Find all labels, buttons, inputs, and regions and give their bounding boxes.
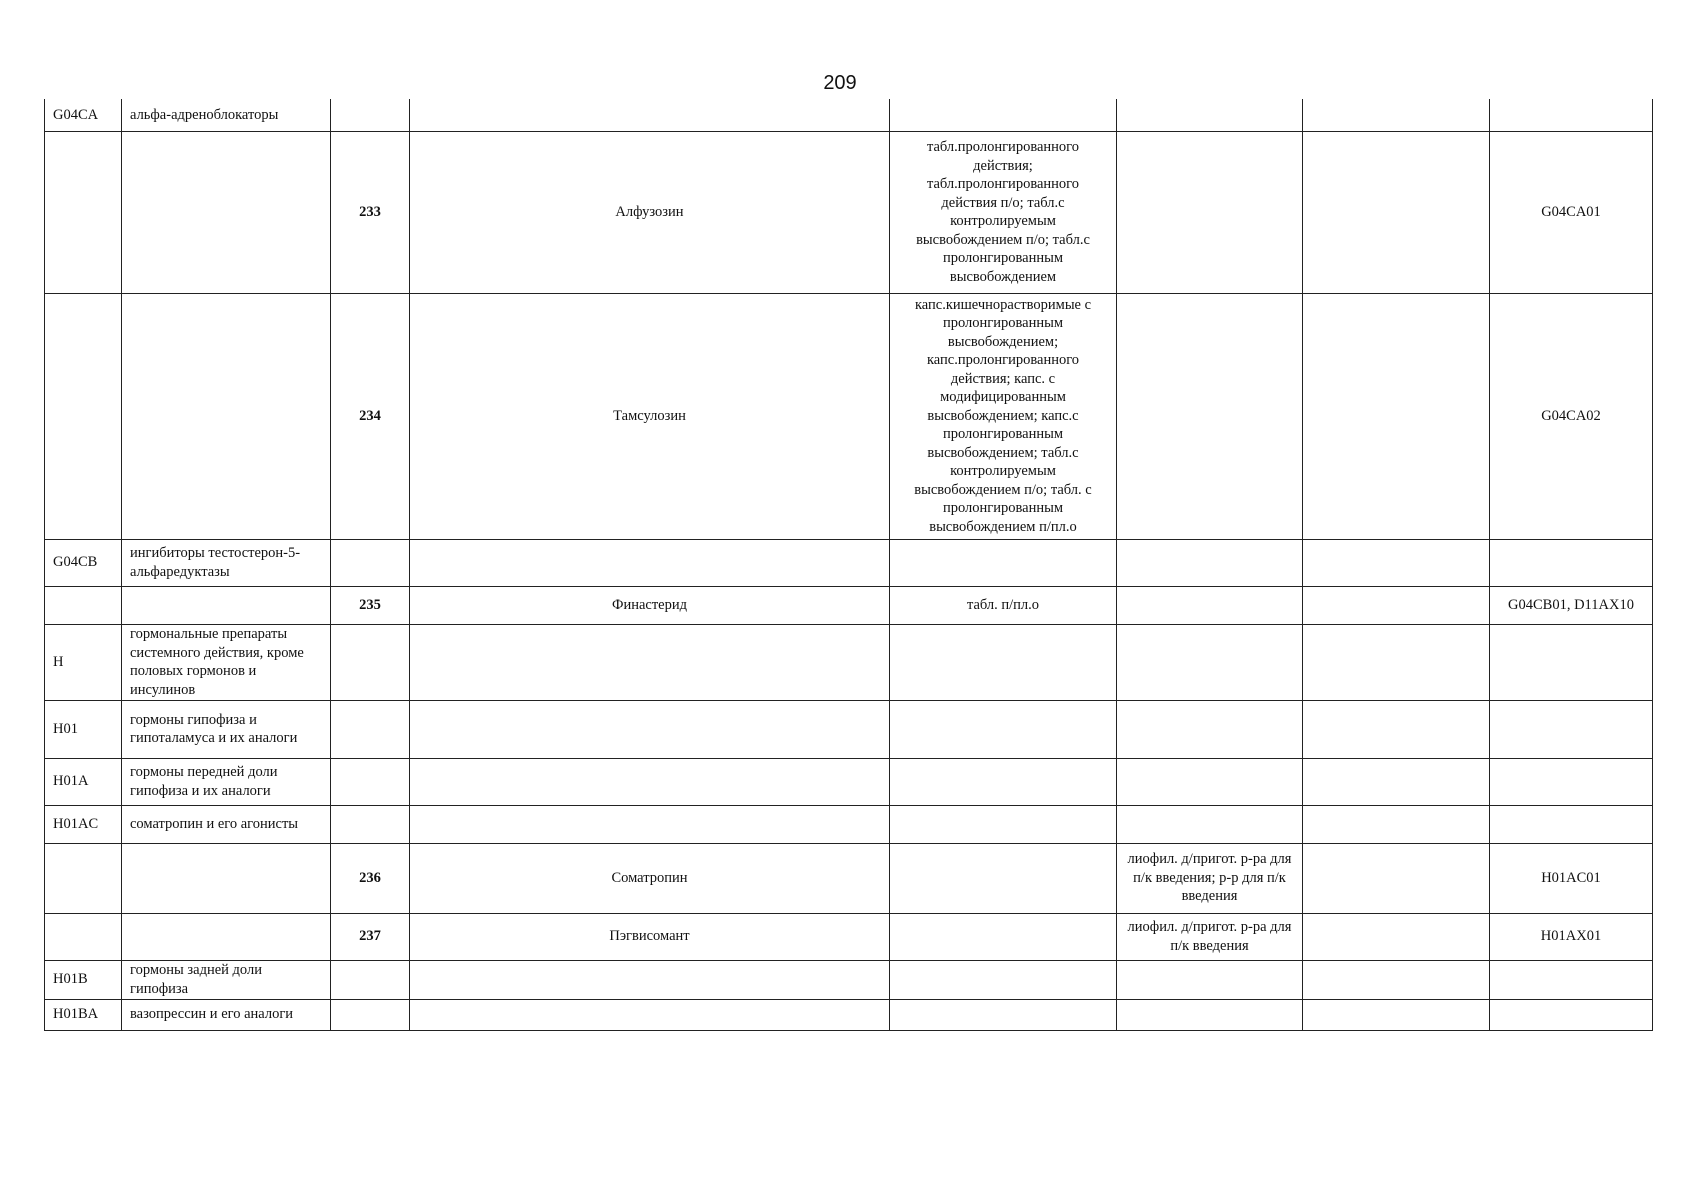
cell-atc: [1490, 805, 1653, 843]
cell-group: вазопрессин и его аналоги: [122, 999, 331, 1030]
cell-atc: [1490, 539, 1653, 586]
cell-form1: табл. п/пл.о: [890, 586, 1117, 624]
cell-atc: [1490, 960, 1653, 999]
table-row: [45, 293, 1653, 539]
cell-form2: [1117, 586, 1303, 624]
cell-num: [331, 624, 410, 700]
cell-num: [331, 539, 410, 586]
drug-table: [44, 99, 1653, 1031]
cell-atc: [1490, 99, 1653, 131]
cell-atc: G04CA01: [1490, 131, 1653, 293]
cell-code: H01BA: [45, 999, 122, 1030]
cell-form3: [1303, 624, 1490, 700]
table-row: [45, 805, 1653, 843]
table-row: [45, 913, 1653, 960]
cell-group: [122, 293, 331, 539]
cell-atc: [1490, 999, 1653, 1030]
cell-form1: [890, 758, 1117, 805]
cell-code: G04CA: [45, 99, 122, 131]
cell-group: гормоны задней доли гипофиза: [122, 960, 331, 999]
table-row: [45, 99, 1653, 131]
cell-form1: [890, 700, 1117, 758]
cell-form3: [1303, 99, 1490, 131]
cell-form2: [1117, 131, 1303, 293]
cell-num: [331, 99, 410, 131]
cell-form1: табл.пролонгированного действия; табл.пролонгированного действия п/о; табл.с контролируемым высвобождением п/о; табл.с пролонгированным высвобождением: [890, 131, 1117, 293]
cell-num: 237: [331, 913, 410, 960]
cell-group: соматропин и его агонисты: [122, 805, 331, 843]
cell-group: ингибиторы тестостерон-5-альфаредуктазы: [122, 539, 331, 586]
cell-atc: H01AC01: [1490, 843, 1653, 913]
cell-name: Тамсулозин: [410, 293, 890, 539]
cell-num: 235: [331, 586, 410, 624]
cell-form2: [1117, 805, 1303, 843]
cell-code: H01AC: [45, 805, 122, 843]
cell-atc: H01AX01: [1490, 913, 1653, 960]
cell-code: [45, 293, 122, 539]
cell-form3: [1303, 999, 1490, 1030]
cell-form3: [1303, 913, 1490, 960]
cell-name: Соматропин: [410, 843, 890, 913]
cell-num: 236: [331, 843, 410, 913]
table-row: [45, 624, 1653, 700]
cell-group: гормоны передней доли гипофиза и их аналоги: [122, 758, 331, 805]
cell-name: [410, 805, 890, 843]
cell-form3: [1303, 960, 1490, 999]
cell-form3: [1303, 539, 1490, 586]
cell-code: [45, 913, 122, 960]
cell-form3: [1303, 758, 1490, 805]
cell-form1: [890, 805, 1117, 843]
cell-group: [122, 131, 331, 293]
cell-form2: [1117, 758, 1303, 805]
cell-code: [45, 586, 122, 624]
cell-num: [331, 805, 410, 843]
table-row: [45, 843, 1653, 913]
cell-form1: [890, 999, 1117, 1030]
cell-form1: [890, 843, 1117, 913]
table-row: [45, 131, 1653, 293]
cell-form2: [1117, 999, 1303, 1030]
cell-form2: [1117, 99, 1303, 131]
cell-atc: G04CB01, D11AX10: [1490, 586, 1653, 624]
cell-group: [122, 843, 331, 913]
cell-name: [410, 700, 890, 758]
table-row: [45, 539, 1653, 586]
cell-num: [331, 700, 410, 758]
cell-form3: [1303, 805, 1490, 843]
cell-form1: [890, 913, 1117, 960]
cell-atc: [1490, 758, 1653, 805]
cell-atc: [1490, 624, 1653, 700]
cell-code: H01: [45, 700, 122, 758]
cell-name: [410, 758, 890, 805]
cell-form1: [890, 539, 1117, 586]
cell-group: гормоны гипофиза и гипоталамуса и их аналоги: [122, 700, 331, 758]
table-row: [45, 758, 1653, 805]
cell-form1: капс.кишечнорастворимые с пролонгированным высвобождением; капс.пролонгированного действия; капс. с модифицированным высвобождением; капс.с пролонгированным высвобождением; табл.с контролируемым высвобождением п/о; табл. с пролонгированным высвобождением п/пл.о: [890, 293, 1117, 539]
cell-form1: [890, 960, 1117, 999]
cell-form2: [1117, 960, 1303, 999]
cell-form2: [1117, 624, 1303, 700]
cell-atc: G04CA02: [1490, 293, 1653, 539]
cell-code: H01A: [45, 758, 122, 805]
cell-code: [45, 843, 122, 913]
cell-name: [410, 960, 890, 999]
cell-name: [410, 539, 890, 586]
cell-name: [410, 999, 890, 1030]
cell-group: [122, 586, 331, 624]
cell-form3: [1303, 131, 1490, 293]
page-number: 209: [823, 72, 857, 94]
cell-code: G04CB: [45, 539, 122, 586]
cell-name: Алфузозин: [410, 131, 890, 293]
cell-code: [45, 131, 122, 293]
cell-form1: [890, 99, 1117, 131]
cell-code: H01B: [45, 960, 122, 999]
cell-form2: [1117, 700, 1303, 758]
cell-num: 233: [331, 131, 410, 293]
cell-form2: лиофил. д/пригот. р-ра для п/к введения; р-р для п/к введения: [1117, 843, 1303, 913]
cell-form2: лиофил. д/пригот. р-ра для п/к введения: [1117, 913, 1303, 960]
table-row: [45, 960, 1653, 999]
cell-form1: [890, 624, 1117, 700]
cell-group: альфа-адреноблокаторы: [122, 99, 331, 131]
cell-form3: [1303, 843, 1490, 913]
cell-form3: [1303, 586, 1490, 624]
cell-form3: [1303, 293, 1490, 539]
cell-form3: [1303, 700, 1490, 758]
cell-form2: [1117, 539, 1303, 586]
cell-num: [331, 758, 410, 805]
cell-name: Пэгвисомант: [410, 913, 890, 960]
cell-num: [331, 999, 410, 1030]
cell-group: гормональные препараты системного действия, кроме половых гормонов и инсулинов: [122, 624, 331, 700]
cell-num: [331, 960, 410, 999]
cell-group: [122, 913, 331, 960]
cell-num: 234: [331, 293, 410, 539]
cell-atc: [1490, 700, 1653, 758]
table-row: [45, 586, 1653, 624]
cell-code: H: [45, 624, 122, 700]
table-row: [45, 700, 1653, 758]
cell-name: Финастерид: [410, 586, 890, 624]
cell-name: [410, 99, 890, 131]
table-row: [45, 999, 1653, 1030]
cell-name: [410, 624, 890, 700]
cell-form2: [1117, 293, 1303, 539]
